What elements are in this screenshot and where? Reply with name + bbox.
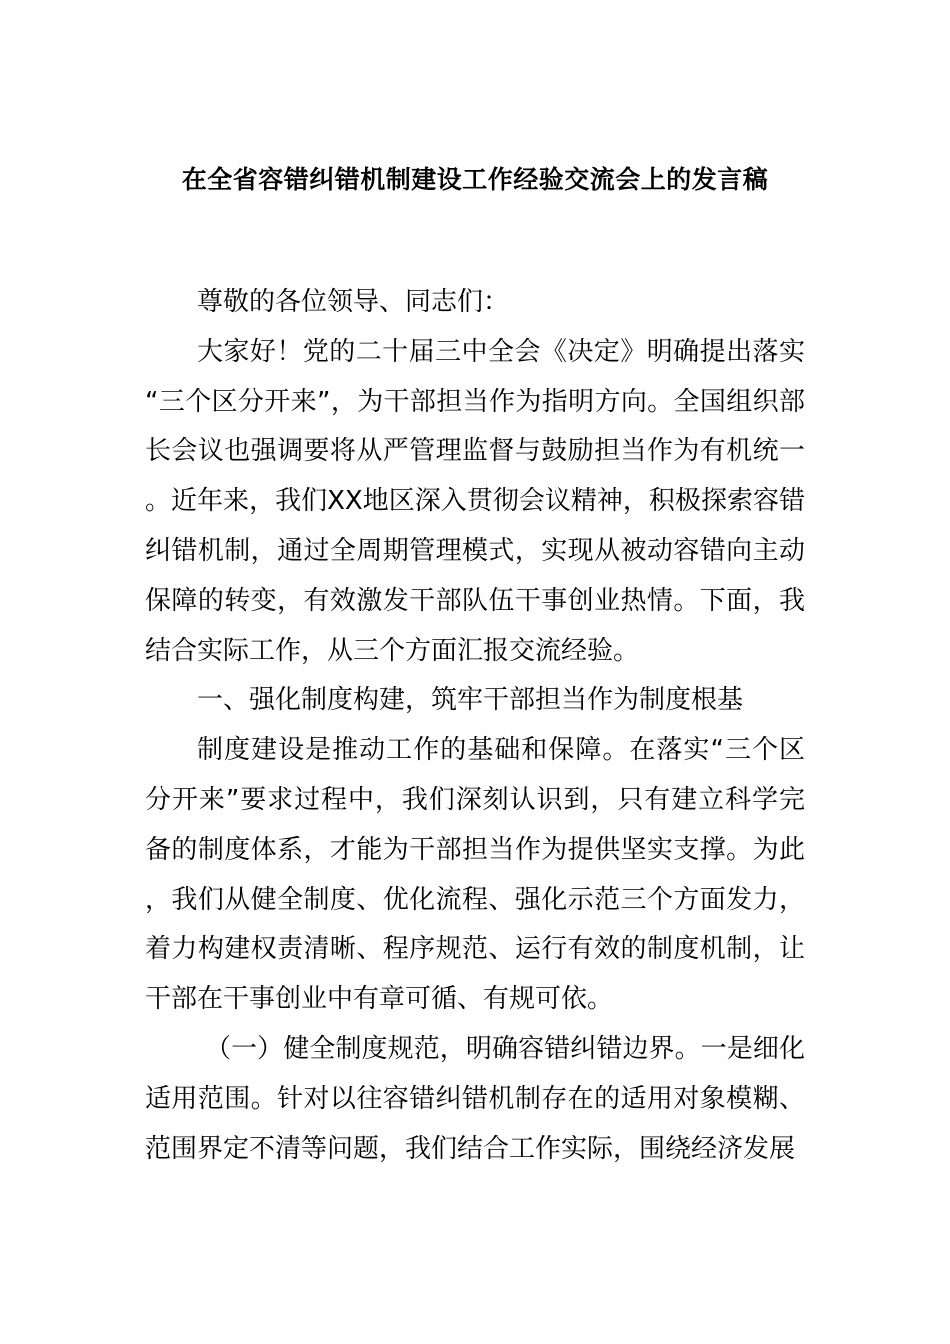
section-heading: 一、强化制度构建，筑牢干部担当作为制度根基: [197, 685, 744, 716]
intro-paragraph: 大家好！党的二十届三中全会《决定》明确提出落实“三个区分开来”，为干部担当作为指明方向。全国组织部长会议也强调要将从严管理监督与鼓励担当作为有机统一。近年来，我们XX地区深入贯彻会议精神，积极探索容错纠错机制，通过全周期管理模式，实现从被动容错向主动保障的转变，有效激发干部队伍干事创业热情。下面，我结合实际工作，从三个方面汇报交流经验。: [145, 336, 805, 666]
document-body: [145, 278, 805, 1174]
section-paragraph: 制度建设是推动工作的基础和保障。在落实“三个区分开来”要求过程中，我们深刻认识到，只有建立科学完备的制度体系，才能为干部担当作为提供坚实支撑。为此，我们从健全制度、优化流程、强化示范三个方面发力，着力构建权责清晰、程序规范、运行有效的制度机制，让干部在干事创业中有章可循、有规可依。: [145, 735, 805, 1015]
salutation-paragraph: 尊敬的各位领导、同志们：: [197, 287, 510, 317]
subsection-paragraph: （一）健全制度规范，明确容错纠错边界。一是细化适用范围。针对以往容错纠错机制存在的适用对象模糊、范围界定不清等问题，我们结合工作实际，围绕经济发展: [145, 1033, 805, 1164]
document-title: 在全省容错纠错机制建设工作经验交流会上的发言稿: [181, 165, 769, 194]
